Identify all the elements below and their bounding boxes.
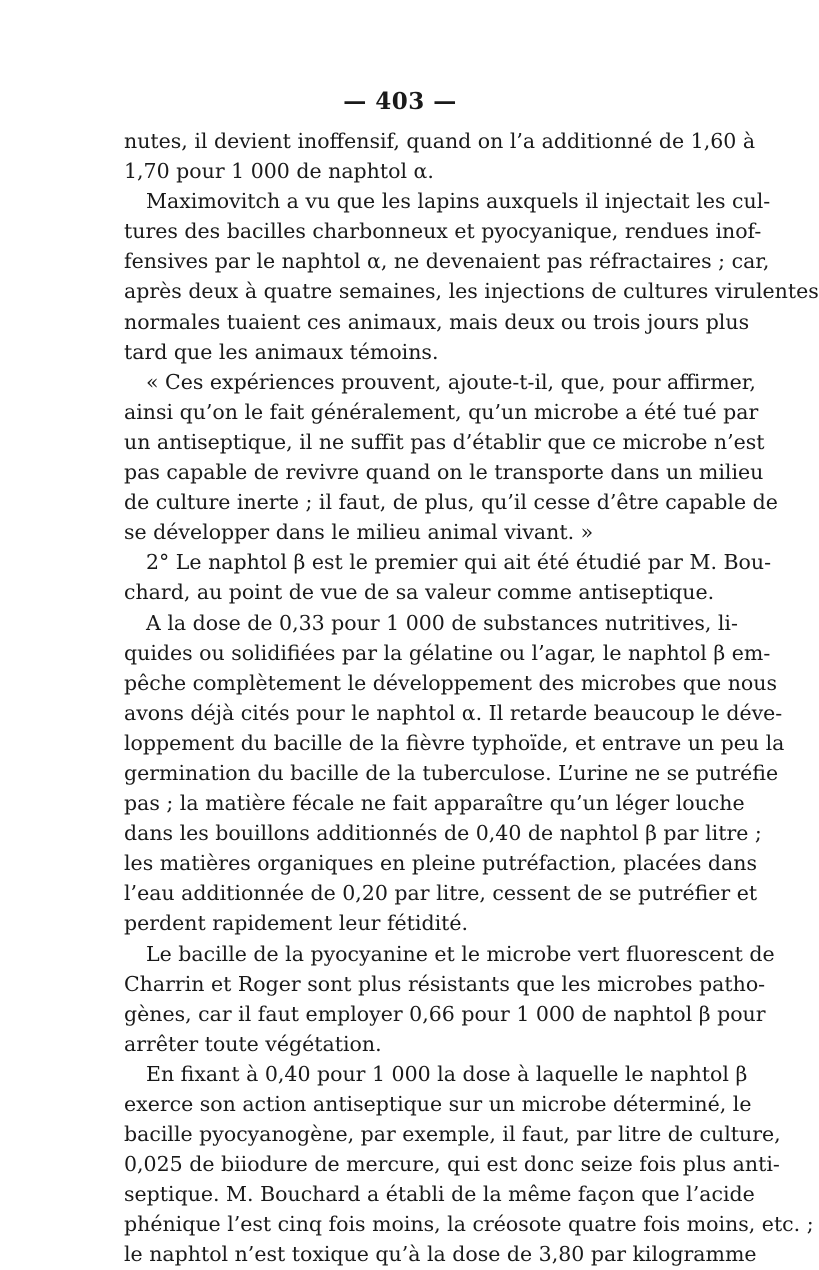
text-line: quides ou solidifiées par la gélatine ou l’agar, le naphtol β em- (124, 640, 771, 665)
text-line: pas ; la matière fécale ne fait apparaître qu’un léger louche (124, 791, 745, 816)
text-line: « Ces expériences prouvent, ajoute-t-il, que, pour affirmer, (146, 369, 756, 394)
text-line: germination du bacille de la tuberculose. L’urine ne se putréfie (124, 760, 779, 785)
text-line: A la dose de 0,33 pour 1 000 de substances nutritives, li- (146, 610, 738, 635)
text-line: dans les bouillons additionnés de 0,40 de naphtol β par litre ; (124, 821, 762, 846)
text-line: pêche complètement le développement des microbes que nous (124, 670, 777, 695)
text-line: 0,025 de biiodure de mercure, qui est donc seize fois plus anti- (124, 1152, 780, 1177)
text-line: avons déjà cités pour le naphtol α. Il retarde beaucoup le déve- (124, 700, 783, 725)
text-line: chard, au point de vue de sa valeur comme antiseptique. (124, 580, 715, 605)
text-line: pas capable de revivre quand on le transporte dans un milieu (124, 460, 764, 485)
text-line: Maximovitch a vu que les lapins auxquels il injectait les cul- (146, 189, 771, 214)
text-line: ainsi qu’on le fait généralement, qu’un microbe a été tué par (124, 399, 759, 424)
text-line: se développer dans le milieu animal vivant. » (124, 520, 594, 545)
text-line: gènes, car il faut employer 0,66 pour 1 000 de naphtol β pour (124, 1001, 766, 1026)
text-line: arrêter toute végétation. (124, 1031, 382, 1056)
text-line: un antiseptique, il ne suffit pas d’établir que ce microbe n’est (124, 429, 765, 454)
text-line: fensives par le naphtol α, ne devenaient pas réfractaires ; car, (124, 249, 770, 274)
text-line: phénique l’est cinq fois moins, la créosote quatre fois moins, etc. ; (124, 1212, 814, 1237)
text-line: Le bacille de la pyocyanine et le microbe vert fluorescent de (146, 941, 775, 966)
body-text (124, 126, 819, 1270)
text-line: 2° Le naphtol β est le premier qui ait été étudié par M. Bou- (146, 550, 772, 575)
text-line: l’eau additionnée de 0,20 par litre, cessent de se putréfier et (124, 881, 758, 906)
text-line: septique. M. Bouchard a établi de la même façon que l’acide (124, 1182, 755, 1207)
text-line: Charrin et Roger sont plus résistants que les microbes patho- (124, 971, 766, 996)
text-line: tard que les animaux témoins. (124, 339, 439, 364)
page-number: — 403 — (343, 88, 457, 115)
text-line: après deux à quatre semaines, les injections de cultures virulentes (124, 279, 819, 304)
text-line: le naphtol n’est toxique qu’à la dose de 3,80 par kilogramme (124, 1242, 757, 1267)
text-line: perdent rapidement leur fétidité. (124, 911, 469, 936)
text-line: de culture inerte ; il faut, de plus, qu’il cesse d’être capable de (124, 490, 778, 515)
text-line: exerce son action antiseptique sur un microbe déterminé, le (124, 1092, 752, 1116)
text-line: 1,70 pour 1 000 de naphtol α. (124, 159, 434, 184)
text-line: bacille pyocyanogène, par exemple, il faut, par litre de culture, (124, 1122, 781, 1147)
text-line: loppement du bacille de la fièvre typhoïde, et entrave un peu la (124, 730, 785, 755)
text-line: normales tuaient ces animaux, mais deux ou trois jours plus (124, 309, 750, 334)
text-line: les matières organiques en pleine putréfaction, placées dans (124, 851, 757, 876)
text-line: En fixant à 0,40 pour 1 000 la dose à laquelle le naphtol β (146, 1061, 748, 1086)
text-line: tures des bacilles charbonneux et pyocyanique, rendues inof- (124, 219, 762, 244)
text-line: nutes, il devient inoffensif, quand on l’a additionné de 1,60 à (124, 129, 756, 153)
